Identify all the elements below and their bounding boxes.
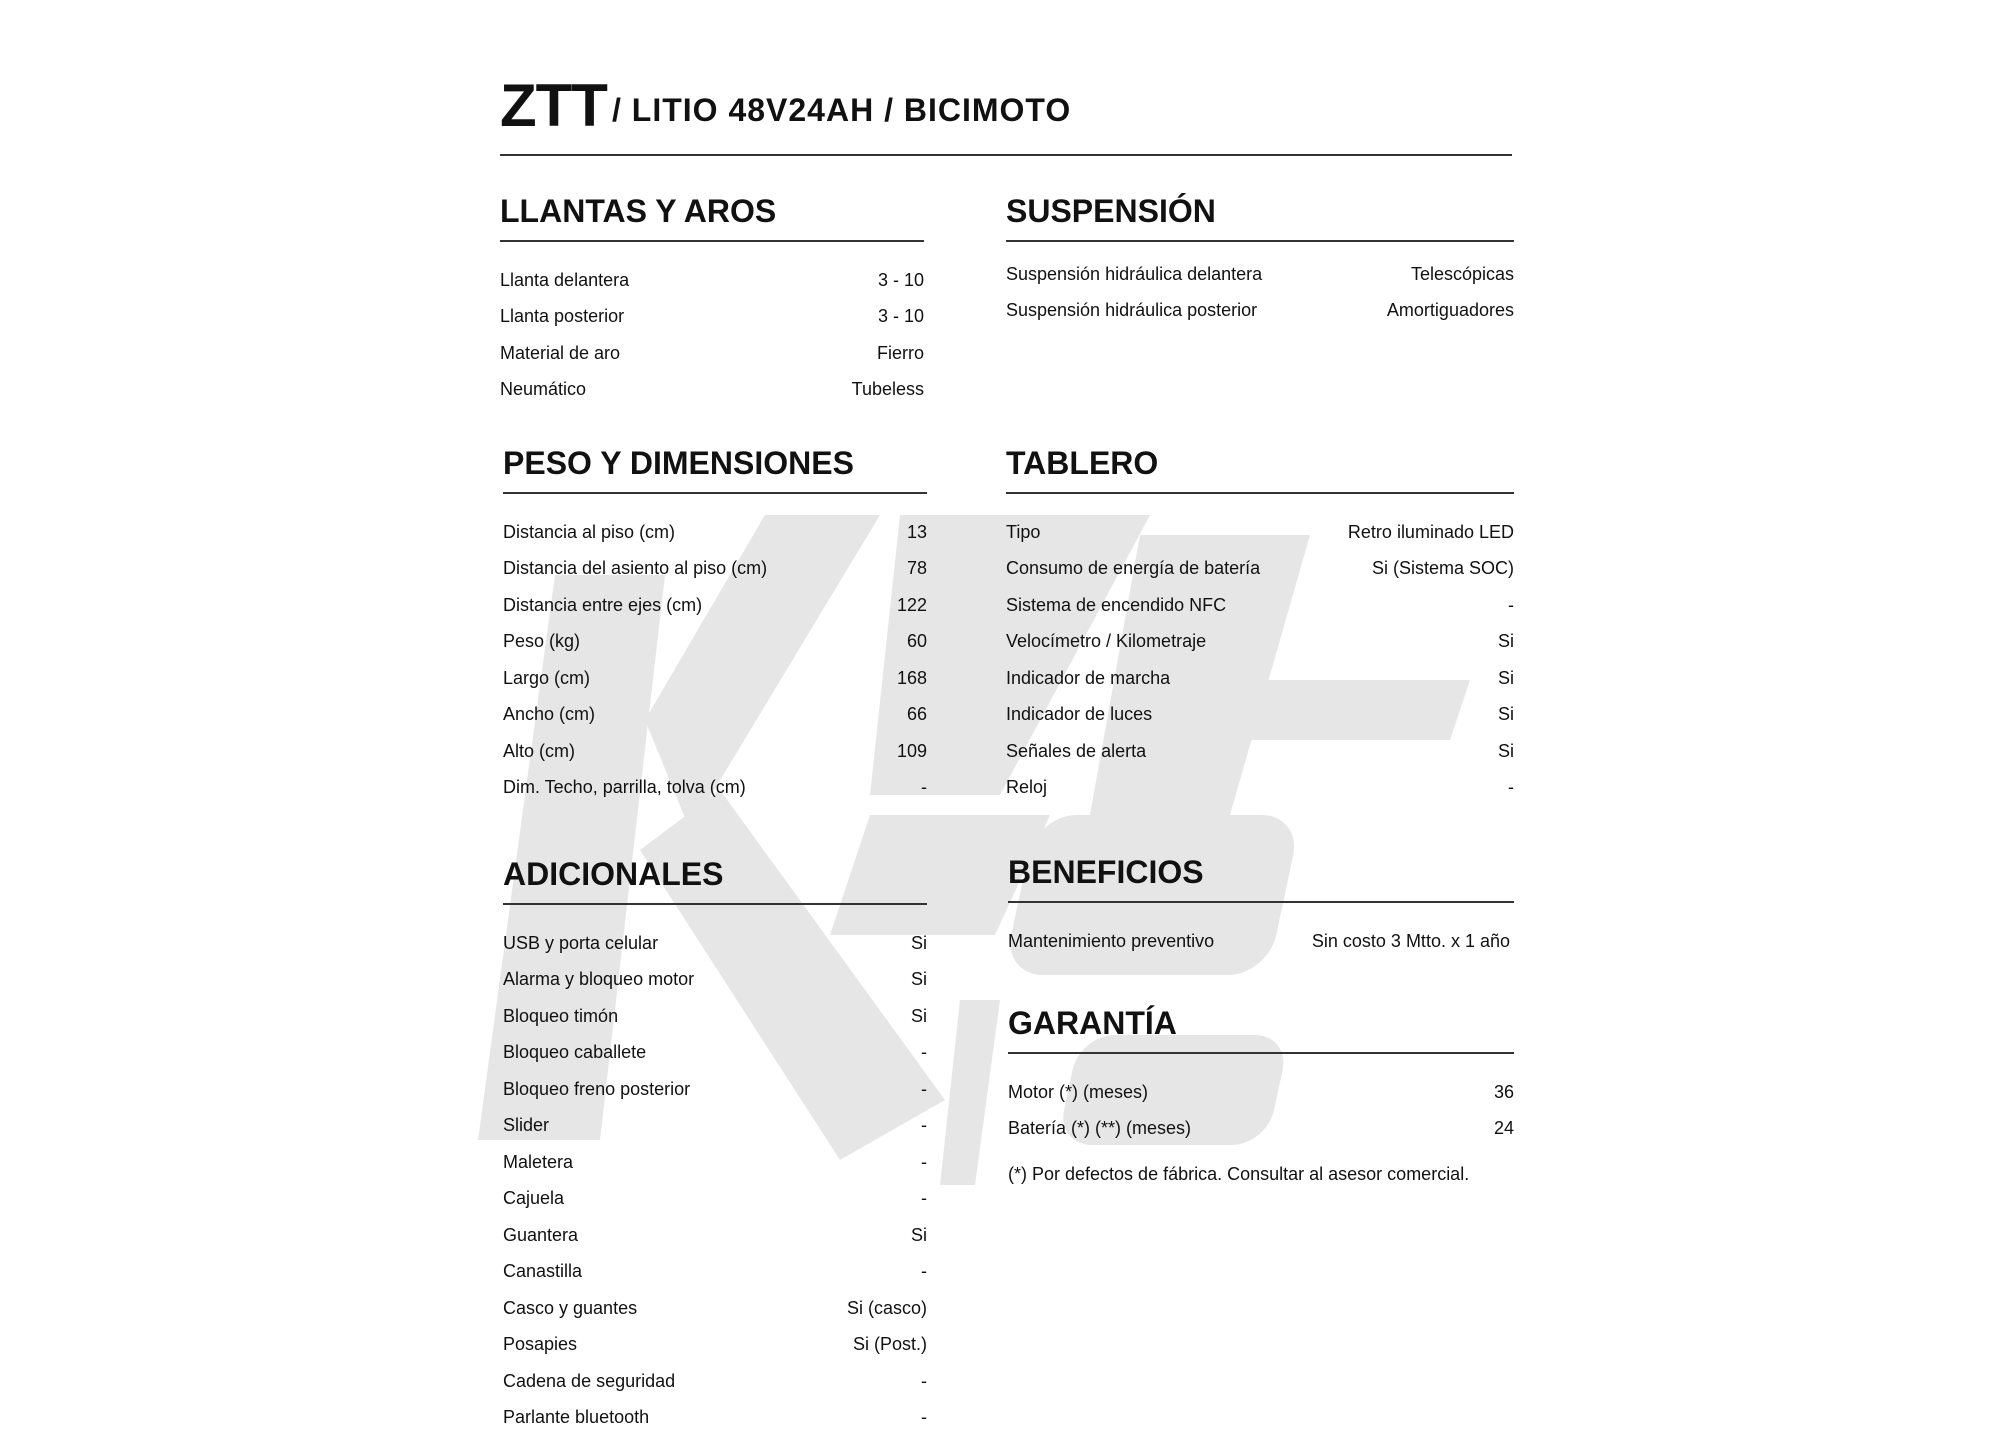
spec-label: Alto (cm)	[503, 741, 575, 762]
spec-label: Dim. Techo, parrilla, tolva (cm)	[503, 777, 746, 798]
spec-row	[503, 697, 927, 734]
spec-row	[503, 551, 927, 588]
spec-row	[1008, 923, 1514, 960]
spec-value: 66	[907, 704, 927, 725]
spec-row	[503, 514, 927, 551]
section-title: BENEFICIOS	[1008, 853, 1514, 903]
spec-row	[1006, 551, 1514, 588]
spec-row	[503, 624, 927, 661]
spec-label: Motor (*) (meses)	[1008, 1082, 1148, 1103]
spec-label: Canastilla	[503, 1261, 582, 1282]
spec-value: Fierro	[877, 343, 924, 364]
spec-row	[503, 770, 927, 807]
spec-value: Amortiguadores	[1387, 300, 1514, 321]
spec-label: Suspensión hidráulica posterior	[1006, 300, 1257, 321]
spec-label: Material de aro	[500, 343, 620, 364]
spec-value: Sin costo 3 Mtto. x 1 año	[1312, 931, 1510, 952]
spec-row	[503, 1035, 927, 1072]
spec-value: 109	[897, 741, 927, 762]
spec-row	[503, 998, 927, 1035]
spec-value: -	[921, 1115, 927, 1136]
document-header	[500, 70, 1512, 156]
spec-value: Si (Post.)	[853, 1334, 927, 1355]
spec-value: 78	[907, 558, 927, 579]
spec-row	[503, 1144, 927, 1181]
spec-row	[500, 372, 924, 409]
spec-row	[503, 925, 927, 962]
spec-row	[1006, 587, 1514, 624]
spec-label: Consumo de energía de batería	[1006, 558, 1260, 579]
spec-row	[1006, 770, 1514, 807]
spec-row	[1008, 1111, 1514, 1148]
model-subtitle: / LITIO 48V24AH / BICIMOTO	[612, 94, 1071, 126]
spec-row	[503, 1108, 927, 1145]
spec-label: Bloqueo freno posterior	[503, 1079, 690, 1100]
spec-row	[503, 733, 927, 770]
spec-value: -	[921, 1188, 927, 1209]
spec-label: Casco y guantes	[503, 1298, 637, 1319]
section-adicionales	[503, 855, 927, 1436]
spec-row	[503, 1327, 927, 1364]
spec-row	[503, 1181, 927, 1218]
spec-value: Si	[1498, 668, 1514, 689]
spec-row	[503, 962, 927, 999]
spec-label: Batería (*) (**) (meses)	[1008, 1118, 1191, 1139]
spec-label: Indicador de luces	[1006, 704, 1152, 725]
spec-label: Cadena de seguridad	[503, 1371, 675, 1392]
spec-value: -	[921, 777, 927, 798]
spec-row	[500, 262, 924, 299]
spec-label: Señales de alerta	[1006, 741, 1146, 762]
spec-value: Si	[911, 969, 927, 990]
spec-value: Si	[1498, 631, 1514, 652]
spec-row	[1008, 1074, 1514, 1111]
spec-value: -	[921, 1152, 927, 1173]
spec-label: Alarma y bloqueo motor	[503, 969, 694, 990]
spec-label: Parlante bluetooth	[503, 1407, 649, 1428]
spec-label: Mantenimiento preventivo	[1008, 931, 1214, 952]
spec-label: Llanta delantera	[500, 270, 629, 291]
spec-label: Distancia entre ejes (cm)	[503, 595, 702, 616]
spec-value: Si	[911, 1006, 927, 1027]
section-beneficios	[1008, 853, 1514, 960]
spec-row	[1006, 293, 1514, 330]
spec-label: Tipo	[1006, 522, 1040, 543]
spec-value: Si	[1498, 741, 1514, 762]
brand-title: ZTT	[500, 76, 607, 136]
spec-row	[1006, 733, 1514, 770]
spec-row	[500, 335, 924, 372]
spec-label: Bloqueo caballete	[503, 1042, 646, 1063]
spec-row	[503, 1400, 927, 1436]
spec-value: 122	[897, 595, 927, 616]
section-title: ADICIONALES	[503, 855, 927, 905]
spec-row	[503, 1363, 927, 1400]
spec-row	[1006, 660, 1514, 697]
section-title: LLANTAS Y AROS	[500, 192, 924, 242]
spec-label: Cajuela	[503, 1188, 564, 1209]
spec-value: 36	[1494, 1082, 1514, 1103]
section-title: TABLERO	[1006, 444, 1514, 494]
spec-value: Telescópicas	[1411, 264, 1514, 285]
spec-row	[500, 299, 924, 336]
footnote: (*) Por defectos de fábrica. Consultar al asesor comercial.	[1008, 1164, 1469, 1185]
spec-value: 3 - 10	[878, 306, 924, 327]
spec-value: -	[1508, 777, 1514, 798]
section-garantia	[1008, 1004, 1514, 1147]
spec-value: Tubeless	[852, 379, 924, 400]
spec-value: Si	[911, 1225, 927, 1246]
spec-value: -	[921, 1042, 927, 1063]
section-tablero	[1006, 444, 1514, 806]
spec-value: -	[921, 1261, 927, 1282]
spec-label: Ancho (cm)	[503, 704, 595, 725]
spec-row	[503, 1254, 927, 1291]
spec-value: 168	[897, 668, 927, 689]
spec-row	[503, 1071, 927, 1108]
section-suspension	[1006, 192, 1514, 329]
spec-value: 3 - 10	[878, 270, 924, 291]
spec-value: 24	[1494, 1118, 1514, 1139]
spec-value: Si (casco)	[847, 1298, 927, 1319]
spec-value: -	[921, 1371, 927, 1392]
spec-label: Largo (cm)	[503, 668, 590, 689]
spec-label: Peso (kg)	[503, 631, 580, 652]
spec-row	[503, 587, 927, 624]
spec-label: Distancia al piso (cm)	[503, 522, 675, 543]
spec-value: 60	[907, 631, 927, 652]
spec-label: Reloj	[1006, 777, 1047, 798]
spec-label: Neumático	[500, 379, 586, 400]
spec-row	[1006, 697, 1514, 734]
spec-value: -	[921, 1407, 927, 1428]
spec-value: Si	[1498, 704, 1514, 725]
spec-label: Maletera	[503, 1152, 573, 1173]
spec-row	[1006, 624, 1514, 661]
section-title: SUSPENSIÓN	[1006, 192, 1514, 242]
spec-row	[503, 1290, 927, 1327]
spec-label: Velocímetro / Kilometraje	[1006, 631, 1206, 652]
spec-value: -	[1508, 595, 1514, 616]
spec-value: Si	[911, 933, 927, 954]
spec-value: -	[921, 1079, 927, 1100]
spec-row	[1006, 256, 1514, 293]
spec-label: Distancia del asiento al piso (cm)	[503, 558, 767, 579]
spec-row	[1006, 514, 1514, 551]
spec-label: Indicador de marcha	[1006, 668, 1170, 689]
spec-label: Posapies	[503, 1334, 577, 1355]
spec-value: Retro iluminado LED	[1348, 522, 1514, 543]
spec-label: Slider	[503, 1115, 549, 1136]
spec-value: 13	[907, 522, 927, 543]
spec-label: Llanta posterior	[500, 306, 624, 327]
section-title: PESO Y DIMENSIONES	[503, 444, 927, 494]
spec-label: Bloqueo timón	[503, 1006, 618, 1027]
spec-label: USB y porta celular	[503, 933, 658, 954]
spec-label: Suspensión hidráulica delantera	[1006, 264, 1262, 285]
spec-row	[503, 660, 927, 697]
spec-value: Si (Sistema SOC)	[1372, 558, 1514, 579]
spec-label: Sistema de encendido NFC	[1006, 595, 1226, 616]
spec-label: Guantera	[503, 1225, 578, 1246]
section-peso	[503, 444, 927, 806]
section-title: GARANTÍA	[1008, 1004, 1514, 1054]
section-llantas	[500, 192, 924, 408]
spec-row	[503, 1217, 927, 1254]
